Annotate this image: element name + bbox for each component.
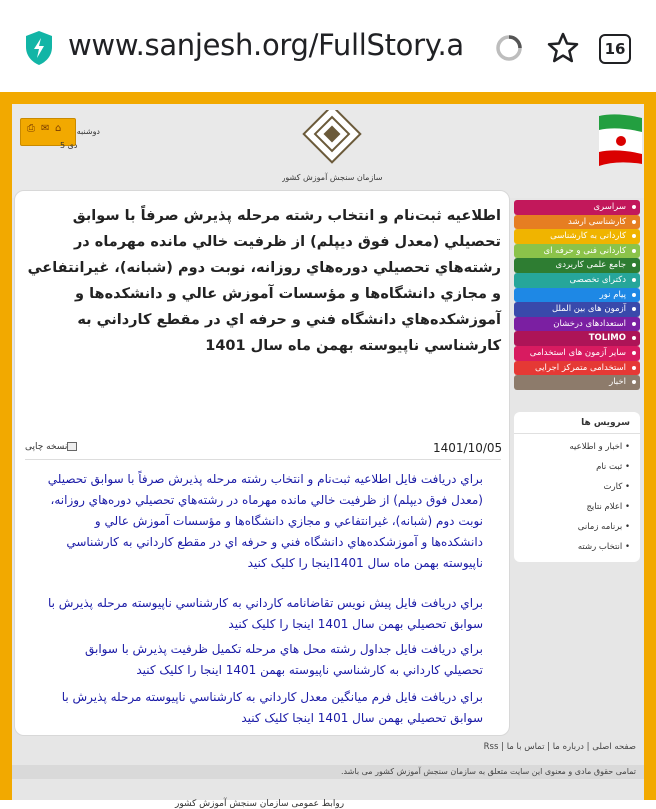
- menu-item[interactable]: جامع علمی کاربردی: [514, 258, 640, 273]
- service-item[interactable]: • انتخاب رشته: [577, 542, 630, 552]
- menu-item[interactable]: کارشناسی ارشد: [514, 215, 640, 230]
- svg-text:سازمان سنجش آموزش کشور: سازمان سنجش آموزش کشور: [282, 173, 382, 182]
- top-stripe: [12, 92, 644, 104]
- browser-toolbar: [0, 0, 656, 92]
- address-bar[interactable]: www.sanjesh.org/FullStory.a: [68, 28, 464, 62]
- sanjesh-logo[interactable]: [282, 110, 382, 194]
- service-item[interactable]: • کارت: [603, 482, 630, 492]
- article-title: اطلاعيه ثبت‌نام و انتخاب رشته مرحله پذيرش صرفاً با سوابق تحصيلي (معدل فوق ديپلم) از ظرفيت خالي مانده مهرماه در رشته‌هاي تحصيلي دوره‌هاي روزانه، نوبت دوم (شبانه)، غيرانتفاعي و مجازي دانشگاه‌ها و مؤسسات آموزش عالي و دانشکده‌ها و آموزشکده‌هاي دانشگاه فني و حرفه اي در مقطع کارداني به کارشناسي ناپيوسته بهمن ماه سال 1401: [27, 208, 501, 354]
- article-footer: روابط عمومی سازمان سنجش آموزش کشور: [175, 799, 345, 809]
- menu-item[interactable]: آزمون های بین الملل: [514, 302, 640, 317]
- download-link-3[interactable]: براي دريافت فايل جداول رشته محل هاي مرحله تکميل ظرفيت پذيرش با سوابق تحصيلي کارداني به کارشناسي ناپيوسته بهمن 1401 اينجا را کليک کنيد: [84, 642, 483, 677]
- download-link-1[interactable]: براي دريافت فايل اطلاعيه ثبت‌نام و انتخاب رشته مرحله پذيرش صرفاً با سوابق تحصيلي (معدل فوق ديپلم) از ظرفيت خالي مانده مهرماه در رشته‌هاي تحصيلي دوره‌هاي روزانه، نوبت دوم (شبانه)، غيرانتفاعي و مجازي دانشگاه‌ها و مؤسسات آموزش عالي و دانشکده‌ها و آموزشکده‌هاي دانشگاه فني و حرفه اي در مقطع کارداني به کارشناسي ناپيوسته بهمن ماه سال 1401اينجا را کليک کنيد: [47, 472, 483, 570]
- footer-link-rss[interactable]: Rss: [483, 742, 499, 752]
- footer-links: صفحه اصلی | درباره ما | تماس با ما | Rss: [483, 742, 636, 752]
- menu-item[interactable]: سایر آزمون های استخدامی: [514, 346, 640, 361]
- menu-item[interactable]: TOLIMO: [514, 331, 640, 346]
- menu-item[interactable]: دکترای تخصصی: [514, 273, 640, 288]
- tab-count-button[interactable]: 16: [599, 34, 631, 64]
- menu-item[interactable]: سراسری: [514, 200, 640, 215]
- mail-icon[interactable]: ✉: [41, 123, 50, 134]
- copyright-text: تمامی حقوق مادی و معنوی این سایت متعلق به سازمان سنجش آموزش کشور می باشد.: [12, 765, 644, 779]
- services-box: [514, 412, 640, 562]
- service-item[interactable]: • اخبار و اطلاعیه: [569, 442, 630, 452]
- home-icon[interactable]: ⌂: [55, 123, 62, 134]
- service-item[interactable]: • اعلام نتایج: [586, 502, 630, 512]
- footer-link-contact[interactable]: تماس با ما: [506, 742, 545, 752]
- side-menu: [514, 200, 640, 390]
- download-link-2[interactable]: براي دريافت فايل پيش نويس تقاضانامه کارداني به کارشناسي ناپيوسته مرحله پذيرش با سوابق تحصيلي بهمن سال 1401 اينجا را کليک کنيد: [47, 596, 483, 631]
- menu-item[interactable]: استعدادهای درخشان: [514, 317, 640, 332]
- download-link-4[interactable]: براي دريافت فايل فرم ميانگين معدل کارداني به کارشناسي ناپيوسته مرحله پذيرش با سوابق تحصيلي بهمن سال 1401 اينجا کليک کنيد: [61, 690, 483, 725]
- footer-link-about[interactable]: درباره ما: [552, 742, 584, 752]
- service-item[interactable]: • ثبت نام: [596, 462, 630, 472]
- menu-item[interactable]: استخدامی متمرکز اجرایی: [514, 361, 640, 376]
- service-item[interactable]: • برنامه زمانی: [577, 522, 630, 532]
- shield-icon[interactable]: [24, 30, 54, 66]
- menu-item[interactable]: کاردانی به کارشناسی: [514, 229, 640, 244]
- footer-link-home[interactable]: صفحه اصلی: [592, 742, 636, 752]
- site-header: [12, 104, 644, 198]
- print-icon[interactable]: ⎙: [27, 123, 35, 134]
- bookmark-star-icon[interactable]: [546, 31, 580, 65]
- article-date: 1401/10/05: [433, 441, 503, 455]
- page-container: [12, 92, 644, 809]
- date-display: دوشنبه 5 دی: [60, 127, 100, 150]
- menu-item[interactable]: کاردانی فنی و حرفه ای: [514, 244, 640, 259]
- print-version-link[interactable]: نسخه چاپی: [25, 442, 80, 452]
- printer-icon: [67, 442, 77, 451]
- services-title: سرویس ها: [514, 412, 640, 434]
- loading-icon[interactable]: [494, 33, 524, 63]
- iran-flag-icon: [597, 112, 644, 170]
- menu-item[interactable]: پیام نور: [514, 288, 640, 303]
- menu-item[interactable]: اخبار: [514, 375, 640, 390]
- divider: [25, 459, 501, 460]
- web-page: [0, 92, 656, 809]
